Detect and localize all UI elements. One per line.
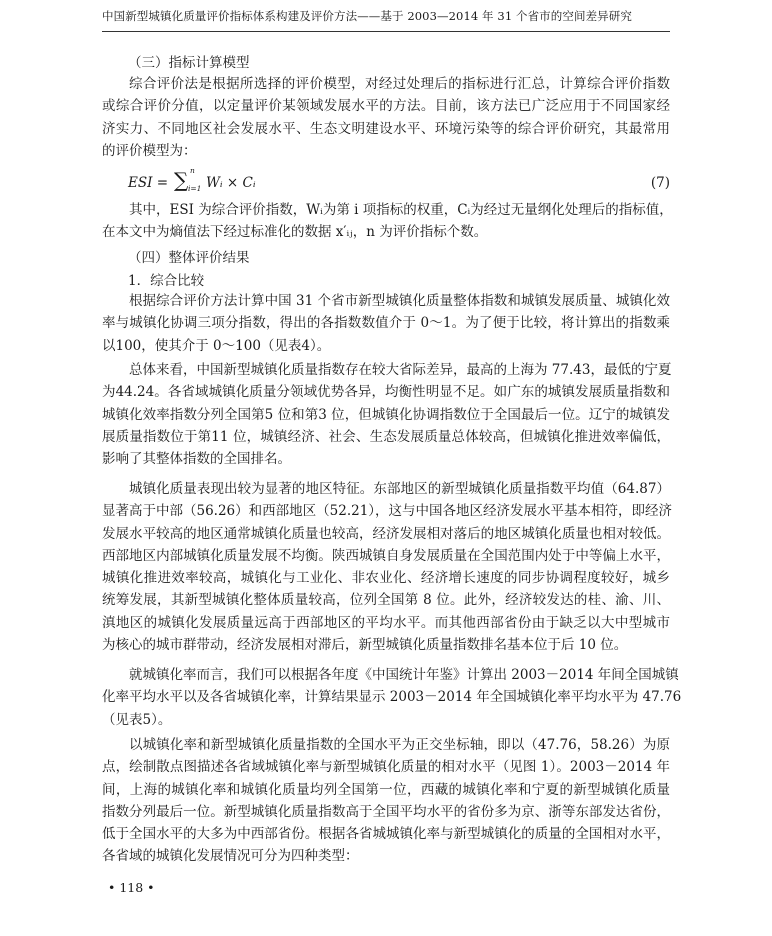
sum-symbol: ∑ — [174, 168, 189, 192]
page-number: • 118 • — [108, 880, 155, 895]
text-line: 化率平均水平以及各省城镇化率，计算结果显示 2003－2014 年全国城镇化率平均水平为 47.76 — [102, 689, 682, 706]
text-line: 以城镇化率和新型城镇化质量指数的全国水平为正交坐标轴，即以（47.76，58.26）为原 — [129, 737, 670, 753]
section-title-overall-results: （四）整体评价结果 — [128, 250, 250, 266]
paragraph-6 — [102, 664, 682, 731]
paragraph-1 — [102, 73, 670, 162]
text-line: 在本文中为熵值法下经过标准化的数据 x′ᵢⱼ，n 为评价指标个数。 — [102, 224, 488, 241]
text-line: 根据综合评价方法计算中国 31 个省市新型城镇化质量整体指数和城镇发展质量、城镇化效 — [129, 293, 670, 309]
text-line: 展质量指数位于第11 位，城镇经济、社会、生态发展质量总体较高，但城镇化推进效率偏低， — [102, 428, 670, 445]
text-line: 其中，ESI 为综合评价指数，Wᵢ为第 i 项指标的权重，Cᵢ为经过无量纲化处理后的指标值， — [129, 202, 673, 218]
formula-rhs: Wᵢ × Cᵢ — [206, 175, 256, 191]
text-line: 各省域的城镇化发展情况可分为四种类型： — [102, 848, 359, 865]
text-line: 以100，使其介于 0～100（见表4）。 — [102, 337, 331, 354]
text-line: 统筹发展，其新型城镇化整体质量较高，位列全国第 8 位。此外，经济较发达的桂、渝、川、 — [102, 592, 670, 609]
paragraph-2 — [102, 199, 673, 244]
paragraph-7 — [102, 734, 670, 868]
text-line: 城镇化质量表现出较为显著的地区特征。东部地区的新型城镇化质量指数平均值（64.87） — [129, 481, 670, 497]
text-line: 济实力、不同地区社会发展水平、生态文明建设水平、环境污染等的综合评价研究，其最常用 — [102, 120, 670, 137]
paragraph-5 — [102, 478, 673, 656]
subsection-title-comparison: 1．综合比较 — [128, 273, 205, 289]
text-line: 西部地区内部城镇化质量发展不均衡。陕西城镇自身发展质量在全国范围内处于中等偏上水平， — [102, 547, 670, 564]
text-line: 影响了其整体指数的全国排名。 — [102, 451, 291, 468]
text-line: 总体来看，中国新型城镇化质量指数存在较大省际差异，最高的上海为 77.43，最低的宁夏 — [129, 362, 672, 378]
text-line: 或综合评价分值，以定量评价某领域发展水平的方法。目前，该方法已广泛应用于不同国家经 — [102, 98, 670, 115]
text-line: 为核心的城市群带动，经济发展相对滞后，新型城镇化质量指数排名基本位于后 10 位。 — [102, 637, 628, 654]
text-line: 发展水平较高的地区通常城镇化质量也较高，经济发展相对落后的地区城镇化质量也相对较低。 — [102, 525, 670, 542]
header-rule — [102, 31, 670, 32]
text-line: 城镇化效率指数分列全国第5 位和第3 位，但城镇化协调指数位于全国最后一位。辽宁的城镇发 — [102, 406, 670, 423]
paragraph-3 — [102, 290, 670, 357]
text-line: 指数分列最后一位。新型城镇化质量指数高于全国平均水平的省份多为京、浙等东部发达省份， — [102, 803, 670, 820]
text-line: 就城镇化率而言，我们可以根据各年度《中国统计年鉴》计算出 2003－2014 年间全国城镇 — [129, 667, 679, 683]
sum-upper-limit: n — [190, 166, 195, 175]
text-line: 间，上海的城镇化率和城镇化质量均列全国第一位，西藏的城镇化率和宁夏的新型城镇化质量 — [102, 781, 670, 798]
formula-lhs: ESI = — [128, 175, 169, 191]
text-line: 率与城镇化协调三项分指数，得出的各指数数值介于 0～1。为了便于比较，将计算出的指数乘 — [102, 315, 670, 332]
section-title-calc-model: （三）指标计算模型 — [128, 55, 250, 71]
formula-esi — [128, 166, 670, 196]
text-line: 城镇化推进效率较高，城镇化与工业化、非农业化、经济增长速度的同步协调程度较好，城乡 — [102, 570, 670, 587]
sum-lower-limit: i=1 — [188, 184, 202, 193]
paragraph-4 — [102, 359, 670, 470]
text-line: 综合评价法是根据所选择的评价模型，对经过处理后的指标进行汇总，计算综合评价指数 — [129, 76, 670, 92]
running-header: 中国新型城镇化质量评价指标体系构建及评价方法——基于 2003—2014 年 31 个省市的空间差异研究 — [102, 9, 632, 23]
text-line: 滇地区的城镇化发展质量远高于西部地区的平均水平。而其他西部省份由于缺乏以大中型城市 — [102, 614, 670, 631]
text-line: 的评价模型为： — [102, 142, 197, 159]
text-line: 为44.24。各省域城镇化质量分领域优势各异，均衡性明显不足。如广东的城镇发展质量指数和 — [102, 384, 670, 401]
equation-number: (7) — [650, 175, 670, 191]
text-line: 显著高于中部（56.26）和西部地区（52.21），这与中国各地区经济发展水平基本相符，即经济 — [102, 503, 673, 520]
text-line: 低于全国水平的大多为中西部省份。根据各省城城镇化率与新型城镇化的质量的全国相对水平， — [102, 826, 670, 843]
text-line: （见表5）。 — [102, 711, 172, 728]
text-line: 点，绘制散点图描述各省域城镇化率与新型城镇化质量的相对水平（见图 1）。2003－2014 年 — [102, 759, 670, 776]
